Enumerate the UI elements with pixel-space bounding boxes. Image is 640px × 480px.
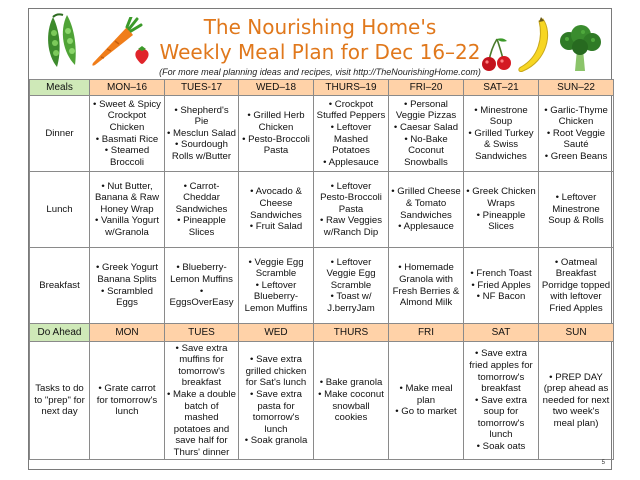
breakfast-cell: • Greek Yogurt Banana Splits • Scrambled Eggs — [90, 248, 165, 324]
day-header: FRI — [389, 324, 464, 342]
lunch-cell: • Leftover Minestrone Soup & Rolls — [539, 172, 614, 248]
lunch-row — [30, 172, 614, 248]
task-cell: • Make meal plan • Go to market — [389, 342, 464, 460]
day-header: TUES — [165, 324, 239, 342]
day-header: FRI–20 — [389, 80, 464, 96]
dinner-cell: • Sweet & Spicy Crockpot Chicken • Basmati Rice • Steamed Broccoli — [90, 96, 165, 172]
task-cell: • Save extra fried apples for tomorrow's breakfast • Save extra soup for tomorrow's lunch • Soak oats — [464, 342, 539, 460]
day-header: SAT — [464, 324, 539, 342]
page-subtitle-date: Weekly Meal Plan for Dec 16–22 — [159, 40, 481, 64]
meal-plan-table — [29, 79, 614, 460]
day-header: THURS–19 — [314, 80, 389, 96]
day-header: TUES-17 — [165, 80, 239, 96]
row-label-dinner: Dinner — [30, 96, 90, 172]
breakfast-cell: • French Toast • Fried Apples • NF Bacon — [464, 248, 539, 324]
row-label-lunch: Lunch — [30, 172, 90, 248]
lunch-cell: • Leftover Pesto-Broccoli Pasta • Raw Veggies w/Ranch Dip — [314, 172, 389, 248]
tasks-row — [30, 342, 614, 460]
breakfast-row — [30, 248, 614, 324]
lunch-cell: • Greek Chicken Wraps • Pineapple Slices — [464, 172, 539, 248]
dinner-cell: • Garlic-Thyme Chicken • Root Veggie Sauté • Green Beans — [539, 96, 614, 172]
lunch-cell: • Grilled Cheese & Tomato Sandwiches • Applesauce — [389, 172, 464, 248]
lunch-cell: • Nut Butter, Banana & Raw Honey Wrap • Vanilla Yogurt w/Granola — [90, 172, 165, 248]
lunch-cell: • Carrot-Cheddar Sandwiches • Pineapple Slices — [165, 172, 239, 248]
page-title: The Nourishing Home's — [203, 15, 437, 39]
meal-plan-page — [28, 8, 612, 470]
breakfast-cell: • Leftover Veggie Egg Scramble • Toast w/ J.berryJam — [314, 248, 389, 324]
breakfast-cell: • Veggie Egg Scramble • Leftover Blueberry-Lemon Muffins — [239, 248, 314, 324]
meals-header-label: Meals — [30, 80, 90, 96]
website-note: (For more meal planning ideas and recipes, visit http://TheNourishingHome.com) — [159, 67, 481, 77]
dinner-cell: • Minestrone Soup • Grilled Turkey & Swiss Sandwiches — [464, 96, 539, 172]
breakfast-cell: • Homemade Granola with Fresh Berries & Almond Milk — [389, 248, 464, 324]
task-cell: • Grate carrot for tomorrow's lunch — [90, 342, 165, 460]
row-label-breakfast: Breakfast — [30, 248, 90, 324]
task-cell: • PREP DAY (prep ahead as needed for next two week's meal plan) — [539, 342, 614, 460]
dinner-cell: • Crockpot Stuffed Peppers • Leftover Mashed Potatoes • Applesauce — [314, 96, 389, 172]
day-header: MON–16 — [90, 80, 165, 96]
do-ahead-header-label: Do Ahead — [30, 324, 90, 342]
day-header: WED — [239, 324, 314, 342]
do-ahead-header-row — [30, 324, 614, 342]
task-cell: • Bake granola • Make coconut snowball cookies — [314, 342, 389, 460]
row-label-tasks: Tasks to do to "prep" for next day — [30, 342, 90, 460]
task-cell: • Save extra grilled chicken for Sat's lunch • Save extra pasta for tomorrow's lunch • Soak granola — [239, 342, 314, 460]
meals-header-row — [30, 80, 614, 96]
breakfast-cell: • Blueberry-Lemon Muffins • EggsOverEasy — [165, 248, 239, 324]
breakfast-cell: • Oatmeal Breakfast Porridge topped with leftover Fried Apples — [539, 248, 614, 324]
day-header: MON — [90, 324, 165, 342]
day-header: WED–18 — [239, 80, 314, 96]
page-number: 5 — [601, 460, 605, 466]
dinner-row — [30, 96, 614, 172]
dinner-cell: • Grilled Herb Chicken • Pesto-Broccoli Pasta — [239, 96, 314, 172]
day-header: SAT–21 — [464, 80, 539, 96]
dinner-cell: • Shepherd's Pie • Mesclun Salad • Sourdough Rolls w/Butter — [165, 96, 239, 172]
task-cell: • Save extra muffins for tomorrow's breakfast • Make a double batch of mashed potatoes and save half for Thurs' dinner — [165, 342, 239, 460]
day-header: SUN–22 — [539, 80, 614, 96]
day-header: THURS — [314, 324, 389, 342]
day-header: SUN — [539, 324, 614, 342]
lunch-cell: • Avocado & Cheese Sandwiches • Fruit Salad — [239, 172, 314, 248]
dinner-cell: • Personal Veggie Pizzas • Caesar Salad • No-Bake Coconut Snowballs — [389, 96, 464, 172]
